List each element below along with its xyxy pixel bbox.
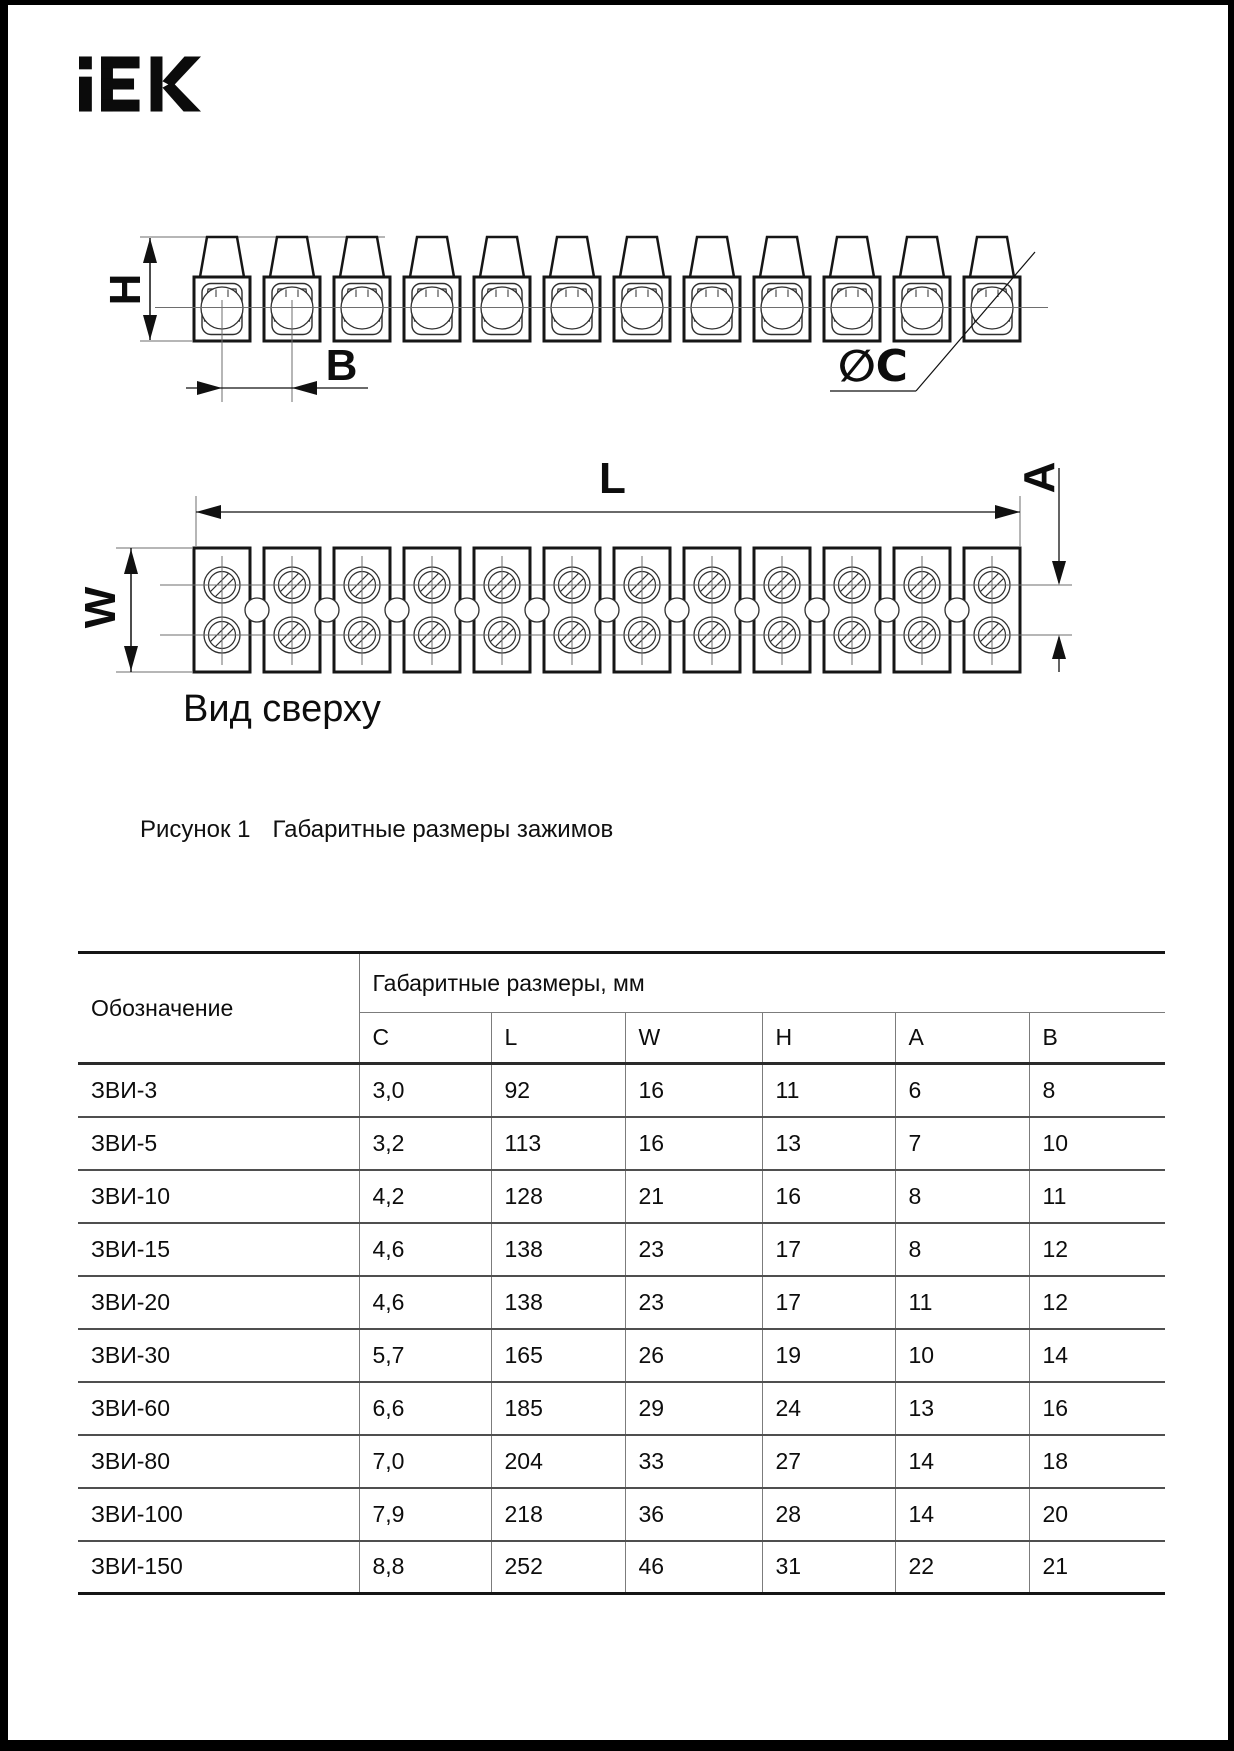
value-cell: 23: [625, 1276, 762, 1329]
value-cell: 10: [895, 1329, 1029, 1382]
table-row: [78, 1435, 1165, 1488]
value-cell: 22: [895, 1541, 1029, 1594]
designation-column-header: Обозначение: [78, 953, 359, 1064]
value-cell: 27: [762, 1435, 895, 1488]
designation-cell: ЗВИ-5: [91, 1129, 158, 1156]
value-cell: 113: [491, 1117, 625, 1170]
dim-label-H: H: [101, 274, 150, 306]
table-row: [78, 1488, 1165, 1541]
value-cell: 7: [895, 1117, 1029, 1170]
table-row: [78, 1276, 1165, 1329]
designation-cell: ЗВИ-30: [91, 1341, 171, 1368]
designation-cell: ЗВИ-150: [91, 1553, 183, 1580]
value-cell: 165: [491, 1329, 625, 1382]
value-cell: 3,2: [359, 1117, 491, 1170]
value-cell: 6: [895, 1064, 1029, 1117]
value-cell: 16: [762, 1170, 895, 1223]
value-cell: 11: [762, 1064, 895, 1117]
table-body: [78, 1064, 1165, 1594]
figure-caption-number: Рисунок 1: [140, 816, 251, 843]
dim-label-L: L: [599, 454, 625, 503]
table-row: [78, 1064, 1165, 1117]
value-cell: 185: [491, 1382, 625, 1435]
designation-cell: ЗВИ-20: [91, 1288, 171, 1315]
value-cell: 19: [762, 1329, 895, 1382]
value-cell: 11: [895, 1276, 1029, 1329]
table-row: [78, 1329, 1165, 1382]
value-cell: 252: [491, 1541, 625, 1594]
value-cell: 16: [1029, 1382, 1165, 1435]
value-cell: 4,6: [359, 1223, 491, 1276]
terminal-strip-drawing: [0, 0, 1234, 790]
value-cell: 13: [895, 1382, 1029, 1435]
value-cell: 218: [491, 1488, 625, 1541]
value-cell: 21: [1029, 1541, 1165, 1594]
table-row: [78, 1382, 1165, 1435]
value-cell: 14: [895, 1435, 1029, 1488]
figure-caption: [140, 816, 613, 844]
dim-label-diameter-C: ∅C: [838, 341, 908, 392]
value-cell: 10: [1029, 1117, 1165, 1170]
value-cell: 14: [895, 1488, 1029, 1541]
value-cell: 36: [625, 1488, 762, 1541]
value-cell: 7,0: [359, 1435, 491, 1488]
value-cell: 21: [625, 1170, 762, 1223]
value-cell: 16: [625, 1117, 762, 1170]
column-header-A: A: [895, 1013, 1029, 1064]
value-cell: 7,9: [359, 1488, 491, 1541]
value-cell: 17: [762, 1276, 895, 1329]
value-cell: 8: [1029, 1064, 1165, 1117]
figure-caption-text: Габаритные размеры зажимов: [272, 816, 614, 843]
designation-cell: ЗВИ-80: [91, 1447, 171, 1474]
dim-label-W: W: [76, 587, 125, 629]
value-cell: 20: [1029, 1488, 1165, 1541]
value-cell: 138: [491, 1276, 625, 1329]
table-header-row-1: [78, 953, 1165, 1013]
value-cell: 3,0: [359, 1064, 491, 1117]
designation-cell: ЗВИ-3: [91, 1076, 158, 1103]
value-cell: 5,7: [359, 1329, 491, 1382]
value-cell: 12: [1029, 1276, 1165, 1329]
column-header-C: C: [359, 1013, 491, 1064]
value-cell: 14: [1029, 1329, 1165, 1382]
designation-cell: ЗВИ-100: [91, 1500, 183, 1527]
value-cell: 31: [762, 1541, 895, 1594]
value-cell: 46: [625, 1541, 762, 1594]
value-cell: 28: [762, 1488, 895, 1541]
dim-label-B: B: [325, 341, 357, 390]
value-cell: 29: [625, 1382, 762, 1435]
value-cell: 138: [491, 1223, 625, 1276]
table-row: [78, 1170, 1165, 1223]
table-row: [78, 1541, 1165, 1594]
value-cell: 4,2: [359, 1170, 491, 1223]
value-cell: 4,6: [359, 1276, 491, 1329]
table-row: [78, 1117, 1165, 1170]
value-cell: 92: [491, 1064, 625, 1117]
column-header-B: B: [1029, 1013, 1165, 1064]
value-cell: 26: [625, 1329, 762, 1382]
top-view: [160, 548, 1072, 672]
designation-cell: ЗВИ-15: [91, 1235, 171, 1262]
dimensions-group-header: Габаритные размеры, мм: [359, 953, 1165, 1013]
value-cell: 11: [1029, 1170, 1165, 1223]
designation-cell: ЗВИ-60: [91, 1394, 171, 1421]
value-cell: 16: [625, 1064, 762, 1117]
value-cell: 13: [762, 1117, 895, 1170]
value-cell: 8,8: [359, 1541, 491, 1594]
column-header-W: W: [625, 1013, 762, 1064]
column-header-H: H: [762, 1013, 895, 1064]
value-cell: 204: [491, 1435, 625, 1488]
value-cell: 8: [895, 1223, 1029, 1276]
dim-label-A: A: [1015, 462, 1064, 494]
value-cell: 6,6: [359, 1382, 491, 1435]
table-row: [78, 1223, 1165, 1276]
column-header-L: L: [491, 1013, 625, 1064]
dimensions-table: [78, 951, 1165, 1595]
value-cell: 24: [762, 1382, 895, 1435]
value-cell: 18: [1029, 1435, 1165, 1488]
value-cell: 12: [1029, 1223, 1165, 1276]
value-cell: 8: [895, 1170, 1029, 1223]
top-view-caption: Вид сверху: [183, 688, 381, 730]
value-cell: 17: [762, 1223, 895, 1276]
value-cell: 23: [625, 1223, 762, 1276]
value-cell: 128: [491, 1170, 625, 1223]
value-cell: 33: [625, 1435, 762, 1488]
designation-cell: ЗВИ-10: [91, 1182, 171, 1209]
